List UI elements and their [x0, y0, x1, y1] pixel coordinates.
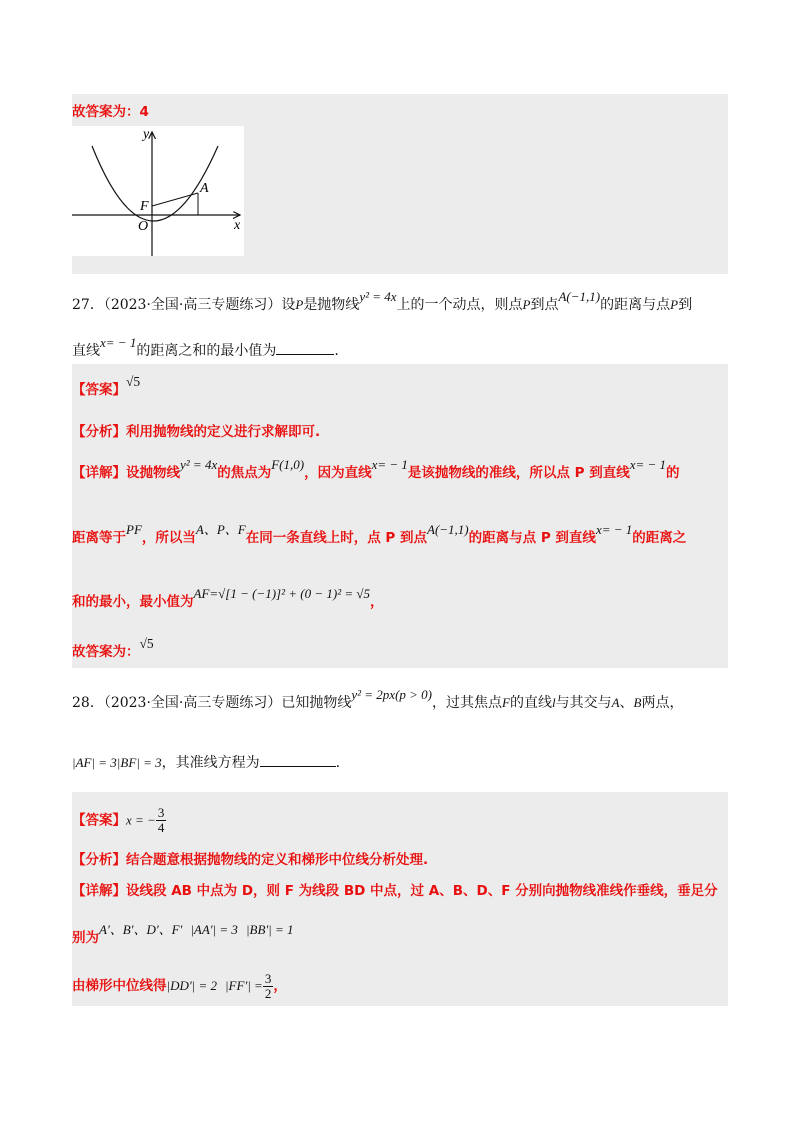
- q27-focus: F(1,0): [271, 457, 305, 472]
- q27-detail3-a: 和的最小，最小值为: [72, 594, 194, 610]
- q28-detail1: 【详解】设线段 AB 中点为 D，则 F 为线段 BD 中点，过 A、B、D、F 分别向抛物线准线作垂线，垂足分: [72, 883, 718, 899]
- parabola-figure: [72, 126, 244, 256]
- q27-detail-line2: [72, 522, 687, 546]
- q27-text-a: 设: [281, 297, 296, 313]
- q28-answer-fraction: [156, 806, 167, 835]
- q28-detail2-a: 别为: [72, 930, 99, 946]
- q27-detail-line: x= − 1: [371, 457, 408, 472]
- q27-detail3-formula: AF=√[1 − (−1)]² + (0 − 1)² = √5: [193, 586, 371, 601]
- q27-detail-e: 的: [666, 465, 680, 481]
- q27-analysis: 【分析】利用抛物线的定义进行求解即可.: [72, 424, 321, 440]
- q27-text-b: 是抛物线: [303, 297, 360, 313]
- q28-ff-fraction: [263, 972, 274, 1001]
- q27-text-e: 的距离与点: [600, 297, 671, 313]
- q28-f: F: [502, 695, 510, 710]
- q27-parabola: y² = 4x: [359, 289, 397, 304]
- answer-box-28: [72, 792, 728, 1006]
- q27-apf: A、P、F: [195, 522, 246, 537]
- q28-analysis: 【分析】结合题意根据抛物线的定义和梯形中位线分析处理.: [72, 852, 429, 868]
- q28-answer-lhs: x = −: [126, 812, 156, 828]
- q28-l: l: [551, 695, 556, 710]
- q27-line2-end: .: [334, 343, 339, 359]
- q27-detail2-e: 的距离之: [632, 530, 687, 546]
- q27-detail2-point: A(−1,1): [427, 522, 469, 537]
- q28-detail3-end: ，: [273, 978, 287, 994]
- q28-blank: [260, 754, 336, 767]
- q28-detail3-a: 由梯形中位线得: [72, 978, 167, 994]
- q28-number: 28．: [72, 695, 104, 711]
- q27-line2-b: 的距离之和的最小值为: [136, 343, 277, 359]
- q27-detail2-b: ，所以当: [141, 530, 196, 546]
- q27-p2: P: [522, 297, 531, 312]
- q28-answer-den: 4: [157, 820, 165, 835]
- q28-detail2: [72, 922, 294, 946]
- q27-detail-line1: [72, 457, 680, 481]
- q28-detail3: [72, 972, 287, 1001]
- q27-text-c: 上的一个动点，则点: [396, 297, 523, 313]
- q28-a: A: [611, 695, 620, 710]
- q27-line2: [72, 335, 339, 360]
- q27-detail2-a: 距离等于: [72, 530, 126, 546]
- q27-number: 27．: [72, 297, 104, 313]
- q27-detail2-line: x= − 1: [595, 522, 633, 537]
- q27-final-value: √5: [139, 636, 154, 651]
- q27-final: [72, 636, 154, 660]
- q28-text-e: 、: [619, 695, 634, 711]
- q27-line1: [72, 289, 693, 314]
- q28-condition: |AF| = 3|BF| = 3: [72, 755, 162, 770]
- focus-label: F: [140, 199, 149, 214]
- q27-p: P: [295, 297, 304, 312]
- answer-box-27: [72, 364, 728, 668]
- q28-ff-num: 3: [264, 971, 272, 986]
- q27-blank: [276, 342, 334, 355]
- q27-answer-value: √5: [126, 374, 141, 389]
- q28-parabola: y² = 2px(p > 0): [351, 687, 432, 702]
- origin-label: O: [138, 219, 149, 234]
- q28-line2-end: .: [335, 755, 341, 771]
- q27-detail-label: 【详解】设抛物线: [72, 465, 180, 481]
- q28-text-f: 两点，: [641, 695, 684, 711]
- q27-answer-label: 【答案】: [72, 382, 126, 398]
- q27-detail3-end: ，: [370, 594, 384, 610]
- q27-p3: P: [670, 297, 679, 312]
- q27-line2-a: 直线: [72, 343, 100, 359]
- q28-answer-num: 3: [157, 805, 165, 820]
- q27-text-f: 到: [678, 297, 693, 313]
- q27-detail-line3: [72, 586, 384, 610]
- q28-line1: [72, 687, 684, 712]
- q27-answer: [72, 374, 141, 398]
- segment-fa: [152, 193, 198, 206]
- q27-detail-line2: x= − 1: [629, 457, 667, 472]
- q28-dd: |DD'| = 2: [166, 978, 217, 993]
- q28-line2: [72, 752, 340, 772]
- q28-bb: |BB'| = 1: [245, 922, 294, 937]
- q27-final-label: 故答案为：: [72, 644, 140, 660]
- q27-detail2-c: 在同一条直线上时，点 P 到点: [245, 530, 428, 546]
- q28-ff-den: 2: [264, 986, 272, 1001]
- q27-pf: PF: [126, 522, 142, 537]
- q27-directrix: x= − 1: [100, 335, 137, 350]
- q28-primes: A'、B'、D'、F': [99, 922, 183, 937]
- q28-answer: [72, 806, 166, 835]
- parabola-graph: [72, 126, 244, 256]
- q28-text-b: ，过其焦点: [432, 695, 502, 711]
- x-label: x: [234, 218, 241, 233]
- q28-source: （2023·全国·高三专题练习）: [103, 695, 282, 711]
- q28-answer-label: 【答案】: [72, 812, 126, 829]
- q27-detail-parabola: y² = 4x: [180, 457, 218, 472]
- q27-detail2-d: 的距离与点 P 到直线: [468, 530, 596, 546]
- point-a-label: A: [200, 181, 209, 196]
- q28-text-a: 已知抛物线: [281, 695, 352, 711]
- q28-text-c: 的直线: [509, 695, 552, 711]
- q28-aa: |AA'| = 3: [190, 922, 238, 937]
- q28-ff-lhs: |FF'| =: [224, 978, 263, 993]
- q27-text-d: 到点: [530, 297, 559, 313]
- q27-source: （2023·全国·高三专题练习）: [103, 297, 282, 313]
- q28-text-d: 与其交与: [555, 695, 612, 711]
- q27-detail-d: 是该抛物线的准线，所以点 P 到直线: [407, 465, 630, 481]
- y-label: y: [143, 127, 150, 142]
- final-answer-prev: 故答案为：4: [72, 104, 149, 120]
- q27-detail-b: 的焦点为: [217, 465, 272, 481]
- q27-point-a: A(−1,1): [558, 289, 601, 304]
- q27-detail-c: ，因为直线: [304, 465, 372, 481]
- q28-b: B: [633, 695, 642, 710]
- q28-line2-b: ，其准线方程为: [161, 755, 260, 771]
